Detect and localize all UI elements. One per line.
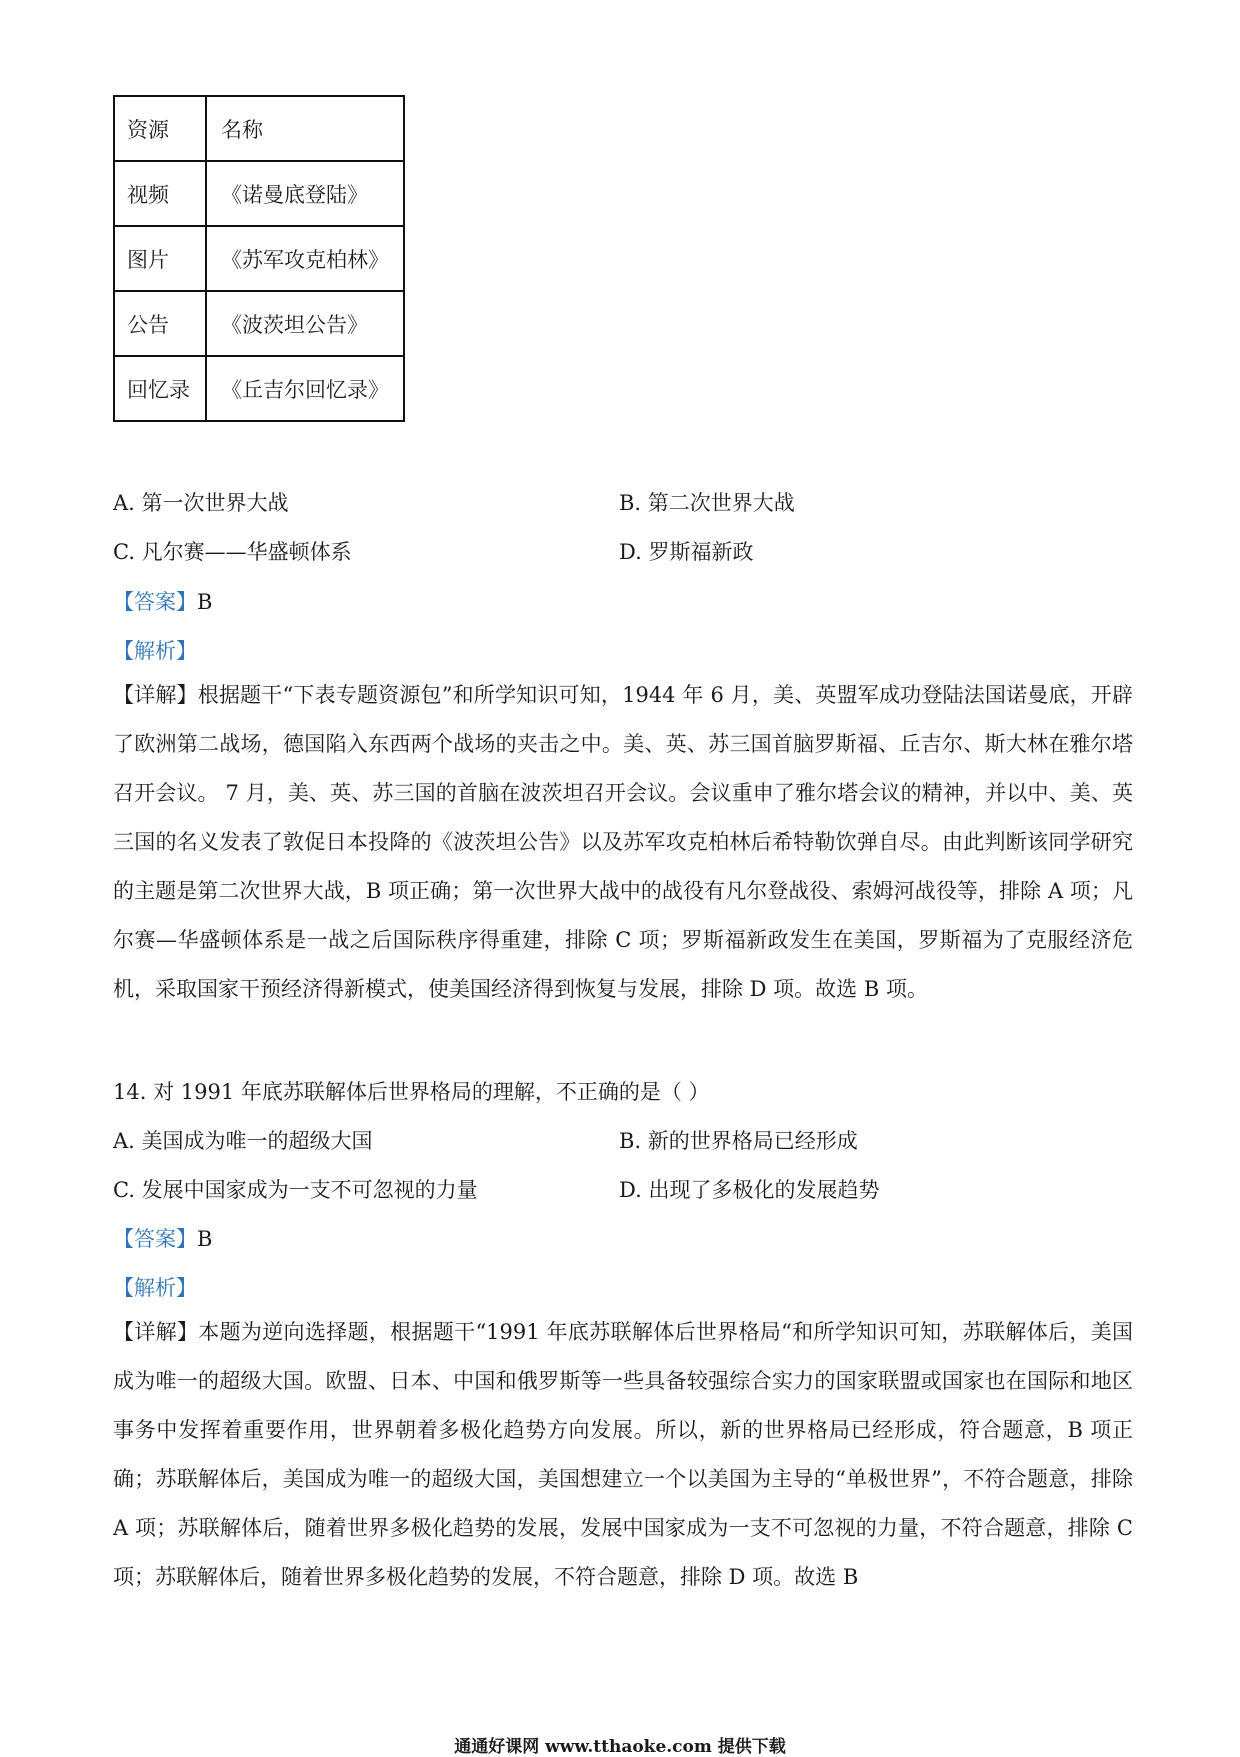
page-footer: 通通好课网 www.tthaoke.com 提供下载 [454,1737,786,1757]
answer-value: B [197,590,213,614]
q13-options-row-2 [113,536,1133,566]
q13-option-c: C. 凡尔赛——华盛顿体系 [113,540,352,564]
q14-options-row-1 [113,1125,1133,1155]
table-cell: 《波茨坦公告》 [206,291,404,356]
q13-option-b: B. 第二次世界大战 [619,491,795,515]
table-cell: 回忆录 [114,356,206,421]
resource-table [113,95,405,422]
detail-text: 根据题干“下表专题资源包”和所学知识可知，1944 年 6 月，美、英盟军成功登陆法国诺曼底，开辟了欧洲第二战场，德国陷入东西两个战场的夹击之中。美、英、苏三国首脑罗斯福、丘吉尔、斯大林在雅尔塔召开会议。 7 月，美、英、苏三国的首脑在波茨坦召开会议。会议重申了雅尔塔会议的精神，并以中、美、英三国的名义发表了敦促日本投降的《波茨坦公告》以及苏军攻克柏林后希特勒饮弹自尽。由此判断该同学研究的主题是第二次世界大战，B 项正确；第一次世界大战中的战役有凡尔登战役、索姆河战役等，排除 A 项；凡尔赛—华盛顿体系是一战之后国际秩序得重建，排除 C 项；罗斯福新政发生在美国，罗斯福为了克服经济危机，采取国家干预经济得新模式，使美国经济得到恢复与发展，排除 D 项。故选 B 项。 [113,683,1133,1001]
analysis-tag: 【解析】 [113,639,197,663]
q13-detail [113,671,1133,1014]
table-row [114,291,404,356]
q14-option-d: D. 出现了多极化的发展趋势 [619,1178,880,1202]
detail-tag: 【详解】 [113,1320,199,1344]
q14-stem: 14. 对 1991 年底苏联解体后世界格局的理解，不正确的是（ ） [113,1080,710,1104]
q13-answer [113,586,212,616]
analysis-tag: 【解析】 [113,1276,197,1300]
q14-option-c: C. 发展中国家成为一支不可忽视的力量 [113,1178,478,1202]
q14-answer [113,1223,212,1253]
q14-analysis-heading [113,1272,197,1302]
table-cell: 名称 [206,96,404,161]
detail-tag: 【详解】 [113,683,198,707]
q14-option-a: A. 美国成为唯一的超级大国 [113,1129,373,1153]
answer-value: B [197,1227,213,1251]
table-row [114,96,404,161]
table-row [114,226,404,291]
table-cell: 公告 [114,291,206,356]
table-cell: 《丘吉尔回忆录》 [206,356,404,421]
q14-detail [113,1308,1133,1602]
q13-option-a: A. 第一次世界大战 [113,491,289,515]
table-row [114,356,404,421]
q13-analysis-heading [113,635,197,665]
q13-option-d: D. 罗斯福新政 [619,540,754,564]
table-cell: 《诺曼底登陆》 [206,161,404,226]
q13-options-row-1 [113,487,1133,517]
table-cell: 资源 [114,96,206,161]
q14-options-row-2 [113,1174,1133,1204]
answer-tag: 【答案】 [113,590,197,614]
q14-option-b: B. 新的世界格局已经形成 [619,1129,858,1153]
table-cell: 图片 [114,226,206,291]
answer-tag: 【答案】 [113,1227,197,1251]
table-cell: 《苏军攻克柏林》 [206,226,404,291]
detail-text: 本题为逆向选择题，根据题干“1991 年底苏联解体后世界格局“和所学知识可知，苏联解体后，美国成为唯一的超级大国。欧盟、日本、中国和俄罗斯等一些具备较强综合实力的国家联盟或国家也在国际和地区事务中发挥着重要作用，世界朝着多极化趋势方向发展。所以，新的世界格局已经形成，符合题意，B 项正确；苏联解体后，美国成为唯一的超级大国，美国想建立一个以美国为主导的“单极世界”，不符合题意，排除 A 项；苏联解体后，随着世界多极化趋势的发展，发展中国家成为一支不可忽视的力量，不符合题意，排除 C 项；苏联解体后，随着世界多极化趋势的发展，不符合题意，排除 D 项。故选 B [113,1320,1133,1589]
table-cell: 视频 [114,161,206,226]
table-row [114,161,404,226]
